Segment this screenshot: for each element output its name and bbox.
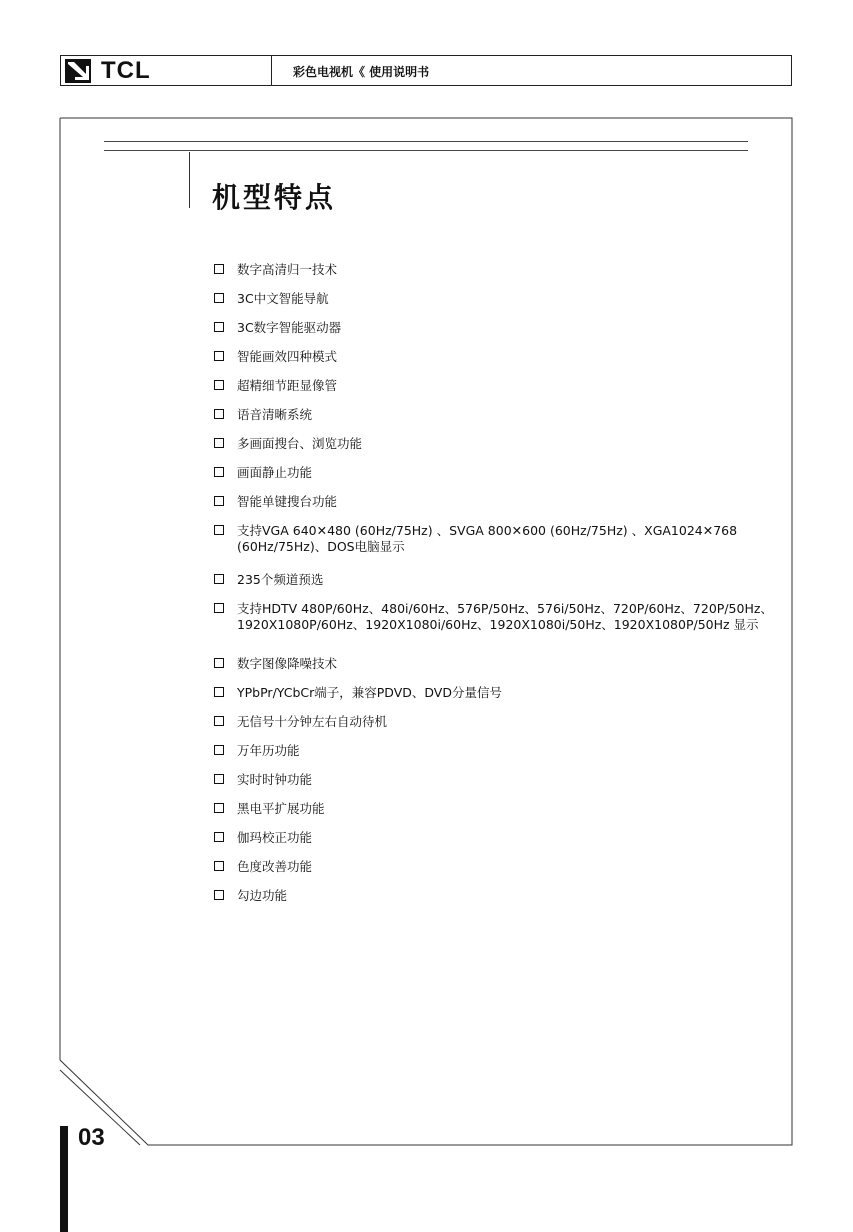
feature-text: 支持VGA 640✕480 (60Hz/75Hz) 、SVGA 800✕600 (60Hz/75Hz) 、XGA1024✕768 (60Hz/75Hz)、DOS电脑显示: [237, 523, 738, 554]
checkbox-square-icon: [214, 467, 224, 477]
feature-item: [213, 291, 773, 320]
feature-text: YPbPr/YCbCr端子，兼容PDVD、DVD分量信号: [237, 685, 502, 700]
feature-text: 勾边功能: [237, 888, 288, 903]
feature-text: 支持HDTV 480P/60Hz、480i/60Hz、576P/50Hz、576i/50Hz、720P/60Hz、720P/50Hz、1920X1080P/60Hz、1920X1080i/60Hz、1920X1080i/50Hz、1920X1080P/50Hz 显示: [237, 601, 773, 632]
feature-item: [213, 378, 773, 407]
checkbox-square-icon: [214, 687, 224, 697]
checkbox-square-icon: [214, 438, 224, 448]
feature-item: [213, 830, 773, 859]
feature-text: 语音清晰系统: [237, 407, 313, 422]
feature-text: 色度改善功能: [237, 859, 313, 874]
checkbox-square-icon: [214, 380, 224, 390]
feature-item: [213, 572, 773, 601]
header-divider: [271, 56, 272, 85]
feature-text: 多画面搜台、浏览功能: [237, 436, 363, 451]
checkbox-square-icon: [214, 774, 224, 784]
feature-item: [213, 685, 773, 714]
checkbox-square-icon: [214, 603, 224, 613]
feature-text: 智能单键搜台功能: [237, 494, 338, 509]
checkbox-square-icon: [214, 525, 224, 535]
feature-item: [213, 714, 773, 743]
feature-text: 智能画效四种模式: [237, 349, 338, 364]
feature-list: [213, 262, 773, 917]
checkbox-square-icon: [214, 264, 224, 274]
checkbox-square-icon: [214, 832, 224, 842]
feature-item: [213, 494, 773, 523]
top-rule-secondary: [104, 150, 748, 151]
feature-item: [213, 859, 773, 888]
feature-item: [213, 772, 773, 801]
feature-item: [213, 801, 773, 830]
tcl-logo-icon: [65, 59, 91, 83]
checkbox-square-icon: [214, 322, 224, 332]
top-rule: [104, 141, 748, 142]
feature-item: [213, 656, 773, 685]
checkbox-square-icon: [214, 658, 224, 668]
checkbox-square-icon: [214, 496, 224, 506]
feature-text: 超精细节距显像管: [237, 378, 338, 393]
checkbox-square-icon: [214, 745, 224, 755]
feature-text: 3C中文智能导航: [237, 291, 329, 306]
page-number: 03: [78, 1124, 105, 1151]
feature-text: 万年历功能: [237, 743, 300, 758]
feature-text: 无信号十分钟左右自动待机: [237, 714, 388, 729]
checkbox-square-icon: [214, 409, 224, 419]
feature-item: [213, 407, 773, 436]
checkbox-square-icon: [214, 351, 224, 361]
checkbox-square-icon: [214, 890, 224, 900]
feature-text: 黑电平扩展功能: [237, 801, 325, 816]
page-title: 机型特点: [212, 181, 337, 214]
feature-item: [213, 523, 773, 572]
brand-logo-text: TCL: [101, 57, 151, 84]
feature-item: [213, 262, 773, 291]
feature-item: [213, 465, 773, 494]
feature-item: [213, 743, 773, 772]
checkbox-square-icon: [214, 293, 224, 303]
feature-text: 3C数字智能驱动器: [237, 320, 342, 335]
feature-item: [213, 349, 773, 378]
feature-text: 235个频道预选: [237, 572, 324, 587]
checkbox-square-icon: [214, 574, 224, 584]
header-bar: [60, 55, 792, 86]
feature-text: 伽玛校正功能: [237, 830, 313, 845]
feature-item: [213, 320, 773, 349]
feature-text: 数字图像降噪技术: [237, 656, 338, 671]
title-divider: [189, 152, 190, 208]
feature-item: [213, 888, 773, 917]
checkbox-square-icon: [214, 861, 224, 871]
feature-text: 画面静止功能: [237, 465, 313, 480]
page-number-bar: [60, 1126, 68, 1232]
checkbox-square-icon: [214, 716, 224, 726]
feature-item: [213, 601, 773, 656]
checkbox-square-icon: [214, 803, 224, 813]
feature-text: 数字高清归一技术: [237, 262, 338, 277]
header-title: 彩色电视机《 使用说明书: [293, 65, 430, 79]
feature-text: 实时时钟功能: [237, 772, 313, 787]
feature-item: [213, 436, 773, 465]
